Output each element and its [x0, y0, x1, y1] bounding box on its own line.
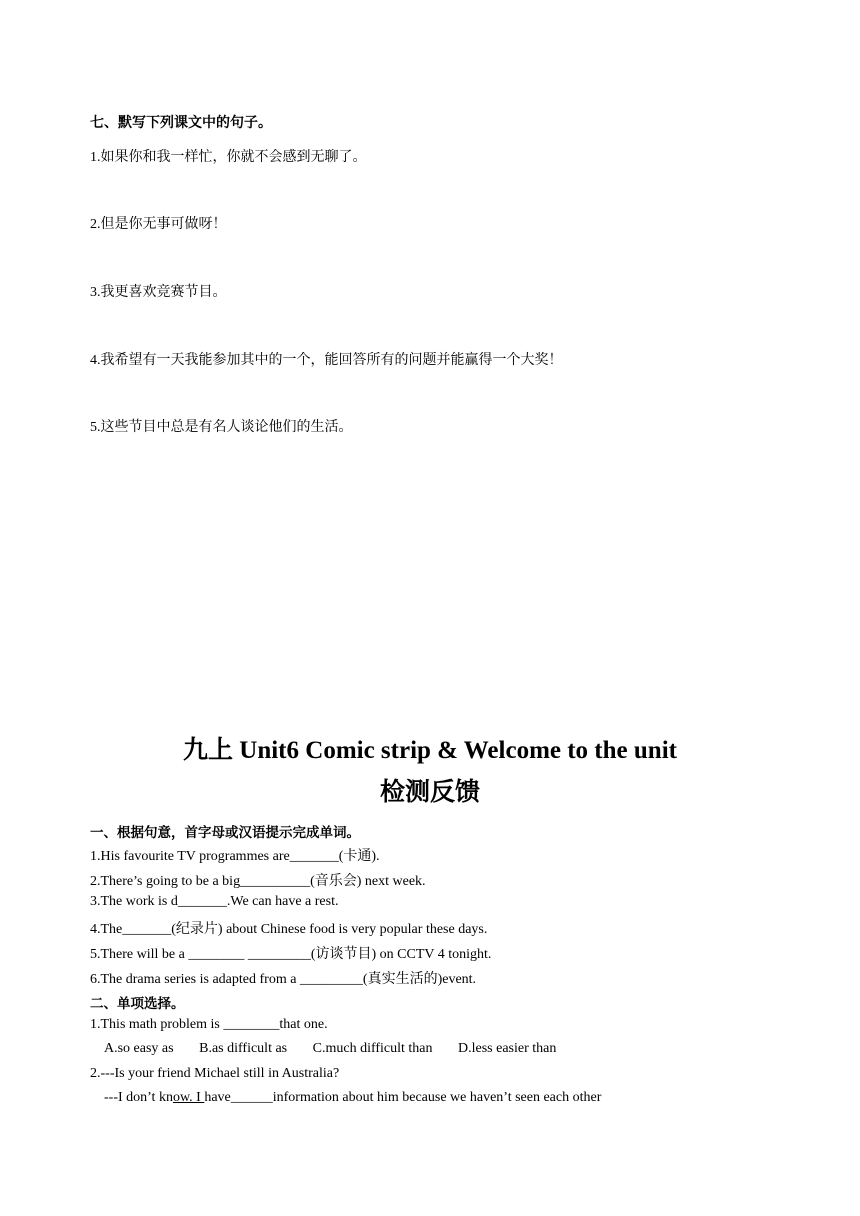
section-1-item-4: 4.The_______(纪录片) about Chinese food is very popular these days. [90, 922, 488, 937]
reply-part-underlined: ow. I [172, 1090, 205, 1105]
option-c: C.much difficult than [312, 1041, 433, 1056]
question-2-stem: 2.---Is your friend Michael still in Australia? [90, 1066, 340, 1081]
section-1-heading: 一、根据句意，首字母或汉语提示完成单词。 [90, 825, 360, 841]
section-7-item-4: 4.我希望有一天我能参加其中的一个，能回答所有的问题并能赢得一个大奖！ [90, 353, 563, 368]
option-b: B.as difficult as [199, 1041, 288, 1056]
section-1-item-5: 5.There will be a ________ _________(访谈节目) on CCTV 4 tonight. [90, 947, 492, 962]
unit-subtitle: 检测反馈 [379, 777, 480, 806]
section-7-heading: 七、默写下列课文中的句子。 [90, 115, 272, 131]
unit-title: 九上 Unit6 Comic strip & Welcome to the unit [183, 737, 677, 764]
section-1-item-3: 3.The work is d_______.We can have a rest. [90, 894, 339, 909]
question-1-stem: 1.This math problem is ________that one. [90, 1017, 328, 1032]
option-d: D.less easier than [458, 1041, 557, 1056]
reply-part-2: have______information about him because we haven’t seen each other [204, 1090, 602, 1105]
section-7-item-1: 1.如果你和我一样忙，你就不会感到无聊了。 [90, 150, 367, 165]
section-2-heading: 二、单项选择。 [90, 996, 185, 1012]
question-2-reply [104, 1090, 601, 1106]
question-1-options [104, 1041, 578, 1057]
reply-part-1: ---I don’t kn [104, 1090, 173, 1105]
section-7-item-5: 5.这些节目中总是有名人谈论他们的生活。 [90, 420, 353, 435]
section-1-item-2: 2.There’s going to be a big__________(音乐会) next week. [90, 874, 426, 889]
section-7-item-3: 3.我更喜欢竞赛节目。 [90, 285, 227, 300]
section-1-item-1: 1.His favourite TV programmes are_______(卡通). [90, 849, 380, 864]
option-a: A.so easy as [104, 1041, 174, 1056]
section-7-item-2: 2.但是你无事可做呀！ [90, 217, 227, 232]
section-1-item-6: 6.The drama series is adapted from a _________(真实生活的)event. [90, 972, 477, 987]
